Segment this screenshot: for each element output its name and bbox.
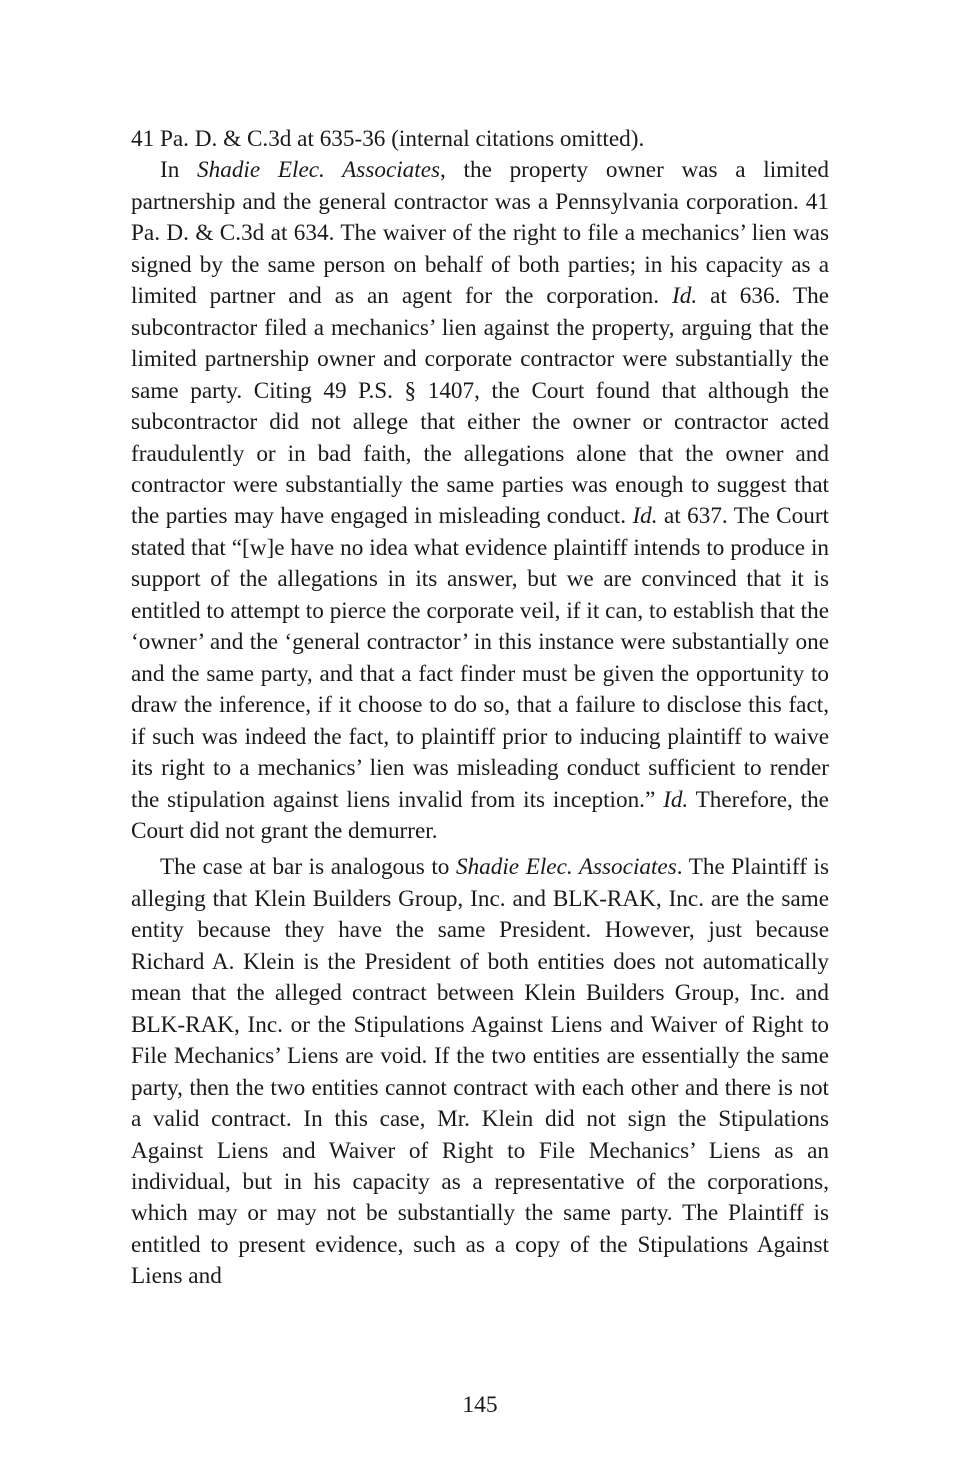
id-citation-italic: Id.: [663, 786, 689, 813]
page-number: 145: [462, 1392, 498, 1418]
paragraph-text: , the property owner was a limited partnership and the general contractor was a Pennsylvania corporation. 41 Pa. D. & C.3d at 634. The waiver of the right to file a mechanics’ lien was signed by the same person on behalf of both parties; in his capacity as a limited partner and as an agent for the corporation.: [131, 157, 829, 310]
id-citation-italic: Id.: [672, 283, 698, 310]
paragraph-lead: The case at bar is analogous to: [160, 854, 456, 881]
id-citation-italic: Id.: [632, 503, 658, 530]
paragraph-text: at 637. The Court stated that “[w]e have no idea what evidence plaintiff intends to produce in support of the allegations in its answer, but we are convinced that it is entitled to attempt to pierce the corporate veil, if it can, to establish that the ‘owner’ and the ‘general contractor’ in this instance were substantially one and the same party, and that a fact finder must be given the opportunity to draw the inference, if it choose to do so, that a failure to disclose this fact, if such was indeed the fact, to plaintiff prior to inducing plaintiff to waive its right to a mechanics’ lien was misleading conduct sufficient to render the stipulation against liens invalid from its inception.”: [131, 503, 830, 813]
paragraph-text: at 636. The subcontractor filed a mechanics’ lien against the property, arguing that the limited partnership owner and corporate contractor were substantially the same party. Citing 49 P.S. § 1407, the Court found that although the subcontractor did not allege that either the owner or contractor acted fraudulently or in bad faith, the allegations alone that the owner and contractor were substantially the same parties was enough to suggest that the parties may have engaged in misleading conduct.: [131, 283, 829, 530]
paragraph-lead: In: [160, 157, 198, 184]
paragraph-text: Therefore, the Court did not grant the demurrer.: [131, 786, 829, 844]
body-text: [131, 124, 829, 1293]
paragraph-text: . The Plaintiff is alleging that Klein Builders Group, Inc. and BLK-RAK, Inc. are the same entity because they have the same President. However, just because Richard A. Klein is the President of both entities does not automatically mean that the alleged contract between Klein Builders Group, Inc. and BLK-RAK, Inc. or the Stipulations Against Liens and Waiver of Right to File Mechanics’ Liens are void. If the two entities are essentially the same party, then the two entities cannot contract with each other and there is not a valid contract. In this case, Mr. Klein did not sign the Stipulations Against Liens and Waiver of Right to File Mechanics’ Liens as an individual, but in his capacity as a representative of the corporations, which may or may not be substantially the same party. The Plaintiff is entitled to present evidence, such as a copy of the Stipulations Against Liens and: [131, 854, 830, 1290]
paragraph-case-at-bar: [131, 852, 829, 1292]
case-name-italic: Shadie Elec. Associates: [455, 854, 677, 881]
case-name-italic: Shadie Elec. Associates: [197, 157, 441, 184]
paragraph-shadie-discussion: [131, 155, 829, 847]
citation-line: 41 Pa. D. & C.3d at 635-36 (internal citations omitted).: [131, 126, 645, 152]
